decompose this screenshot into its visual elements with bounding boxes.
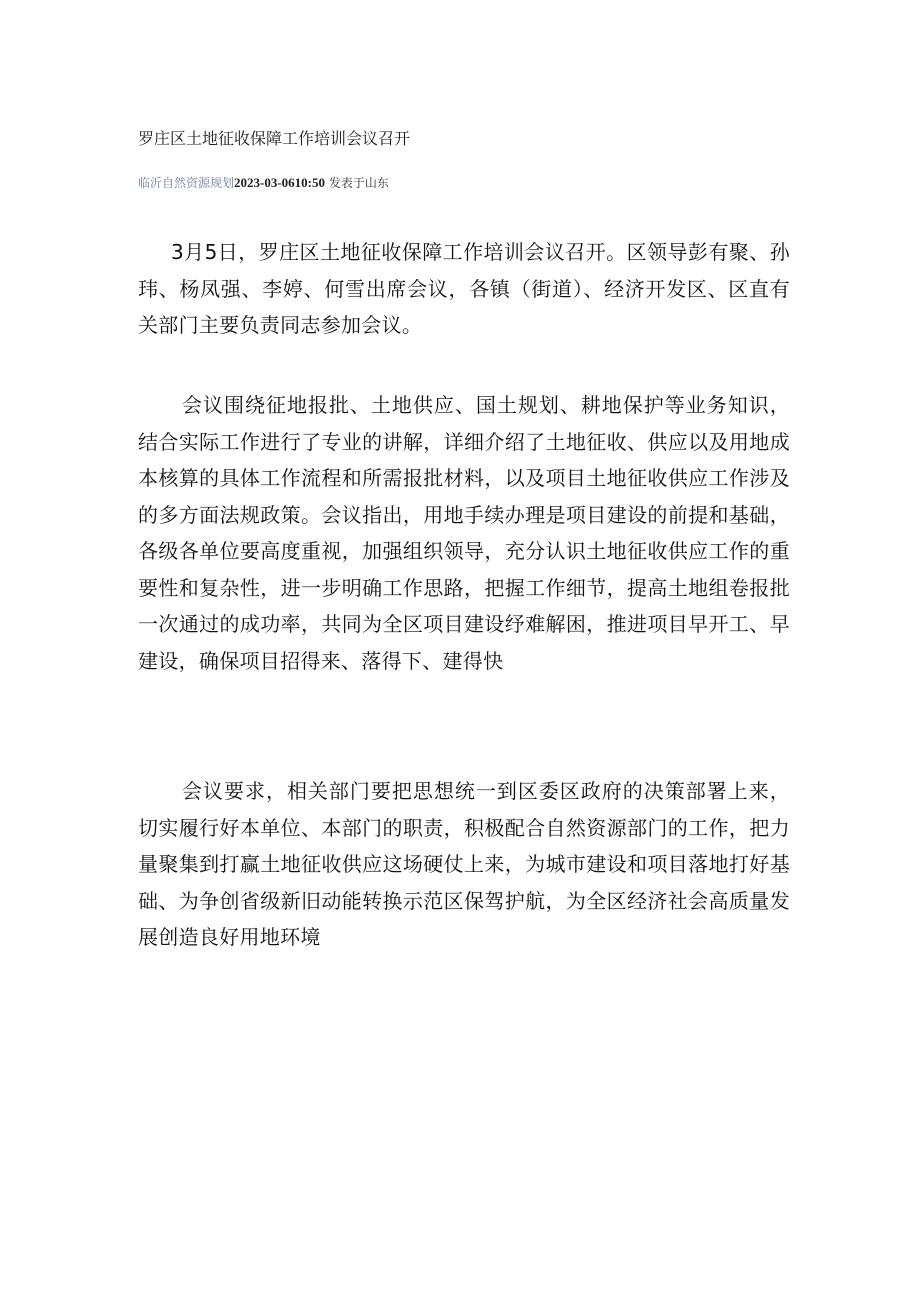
meta-location: 发表于山东 xyxy=(328,176,389,190)
article-title: 罗庄区土地征收保障工作培训会议召开 xyxy=(138,129,411,148)
meta-datetime: 2023-03-0610:50 xyxy=(234,175,326,190)
paragraph-1: 3月5日，罗庄区土地征收保障工作培训会议召开。区领导彭有聚、孙玮、杨凤强、李婷、何雪出席会议，各镇（街道）、经济开发区、区直有关部门主要负责同志参加会议。 xyxy=(138,240,790,337)
paragraph-2: 会议围绕征地报批、土地供应、国土规划、耕地保护等业务知识，结合实际工作进行了专业的讲解，详细介绍了土地征收、供应以及用地成本核算的具体工作流程和所需报批材料，以及项目土地征收供应工作涉及的多方面法规政策。会议指出，用地手续办理是项目建设的前提和基础，各级各单位要高度重视，加强组织领导，充分认识土地征收供应工作的重要性和复杂性，进一步明确工作思路，把握工作细节，提高土地组卷报批一次通过的成功率，共同为全区项目建设纾难解困，推进项目早开工、早建设，确保项目招得来、落得下、建得快 xyxy=(138,393,790,673)
paragraph-3: 会议要求，相关部门要把思想统一到区委区政府的决策部署上来，切实履行好本单位、本部门的职责，积极配合自然资源部门的工作，把力量聚集到打赢土地征收供应这场硬仗上来，为城市建设和项目落地打好基础、为争创省级新旧动能转换示范区保驾护航，为全区经济社会高质量发展创造良好用地环境 xyxy=(138,779,790,949)
meta-source: 临沂自然资源规划 xyxy=(138,176,235,190)
article-meta xyxy=(138,174,389,192)
